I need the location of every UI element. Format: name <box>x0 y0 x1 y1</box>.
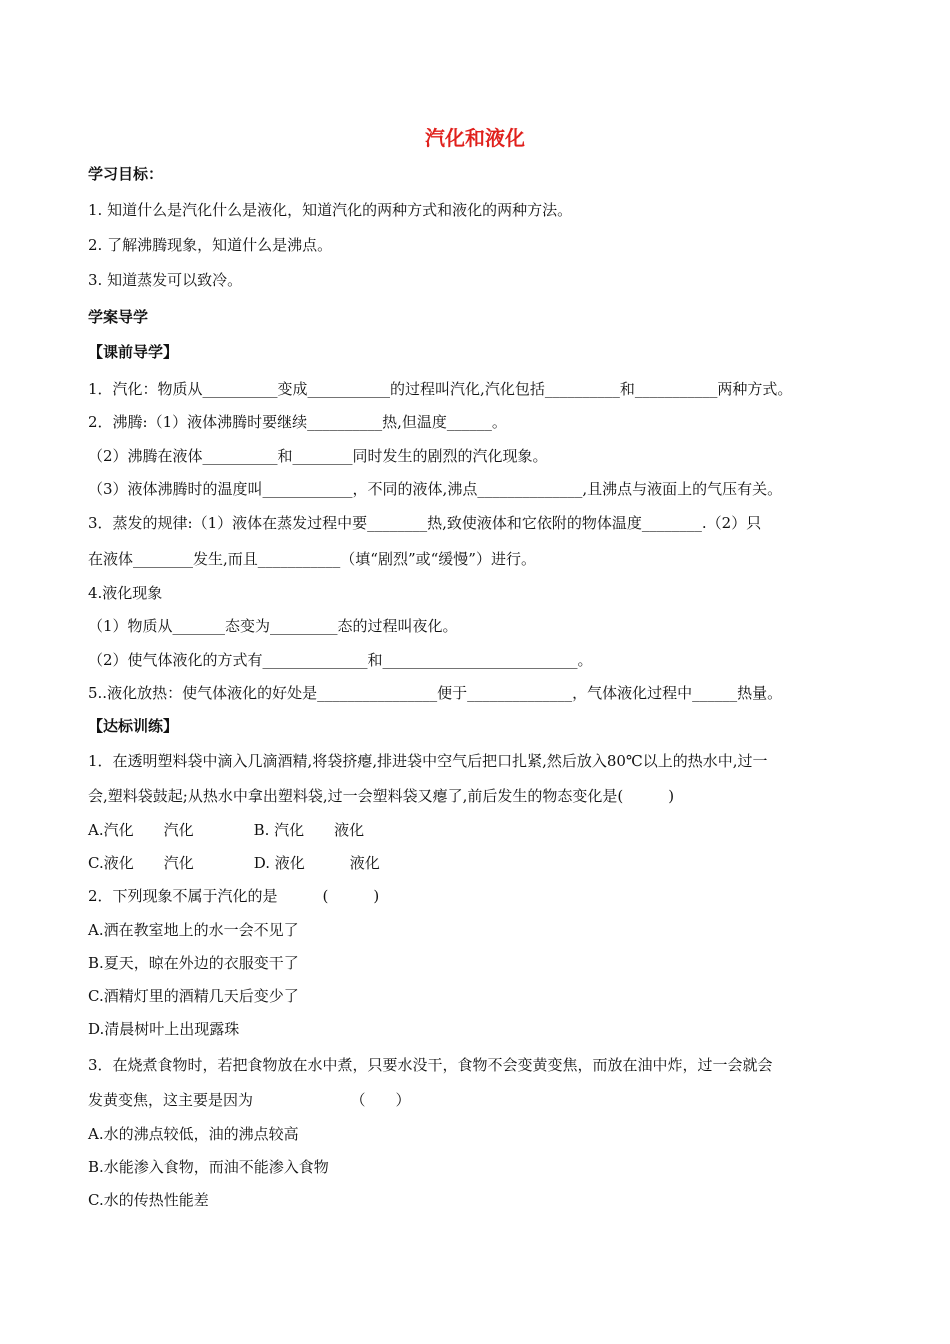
preclass-line: （2）沸腾在液体__________和________同时发生的剧烈的汽化现象。 <box>88 447 548 465</box>
answer-option: B.夏天，晾在外边的衣服变干了 <box>88 954 299 972</box>
question-line: 3．在烧煮食物时，若把食物放在水中煮，只要水没干，食物不会变黄变焦，而放在油中炸，过一会就会 <box>88 1056 773 1074</box>
preclass-line: 3．蒸发的规律:（1）液体在蒸发过程中要________热,致使液体和它依附的物体温度________.（2）只 <box>88 514 762 532</box>
answer-option: D.清晨树叶上出现露珠 <box>88 1020 240 1038</box>
preclass-line: （3）液体沸腾时的温度叫____________，不同的液体,沸点______________,且沸点与液面上的气压有关。 <box>88 480 783 498</box>
question-line: 会,塑料袋鼓起;从热水中拿出塑料袋,过一会塑料袋又瘪了,前后发生的物态变化是( ) <box>88 787 675 805</box>
preclass-line: 5..液化放热：使气体液化的好处是________________便于______________，气体液化过程中______热量。 <box>88 684 783 702</box>
document-title: 汽化和液化 <box>425 126 525 150</box>
goal-item: 3. 知道蒸发可以致冷。 <box>88 271 243 289</box>
preclass-line: （2）使气体液化的方式有______________和__________________________。 <box>88 651 593 669</box>
practice-heading: 【达标训练】 <box>88 717 179 735</box>
preclass-line: 4.液化现象 <box>88 584 163 602</box>
preclass-line: （1）物质从_______态变为_________态的过程叫夜化。 <box>88 617 458 635</box>
question-line: 2．下列现象不属于汽化的是 ( ) <box>88 887 380 905</box>
preclass-line: 2．沸腾:（1）液体沸腾时要继续__________热,但温度______。 <box>88 413 507 431</box>
goal-item: 1. 知道什么是汽化什么是液化，知道汽化的两种方式和液化的两种方法。 <box>88 201 573 219</box>
goal-item: 2. 了解沸腾现象，知道什么是沸点。 <box>88 236 333 254</box>
answer-option: A.汽化 汽化 B. 汽化 液化 <box>88 821 365 839</box>
guide-heading: 学案导学 <box>88 308 149 326</box>
answer-option: A.洒在教室地上的水一会不见了 <box>88 921 299 939</box>
answer-option: A.水的沸点较低，油的沸点较高 <box>88 1125 299 1143</box>
question-line: 发黄变焦，这主要是因为 （ ） <box>88 1091 411 1109</box>
goals-heading: 学习目标： <box>88 165 164 183</box>
preclass-heading: 【课前导学】 <box>88 343 179 361</box>
answer-option: C.液化 汽化 D. 液化 液化 <box>88 854 380 872</box>
answer-option: B.水能渗入食物，而油不能渗入食物 <box>88 1158 329 1176</box>
preclass-line: 在液体________发生,而且___________（填“剧烈”或“缓慢”）进行。 <box>88 550 536 568</box>
answer-option: C.水的传热性能差 <box>88 1191 209 1209</box>
preclass-line: 1．汽化：物质从__________变成___________的过程叫汽化,汽化包括__________和___________两种方式。 <box>88 380 793 398</box>
answer-option: C.酒精灯里的酒精几天后变少了 <box>88 987 299 1005</box>
question-line: 1．在透明塑料袋中滴入几滴酒精,将袋挤瘪,排进袋中空气后把口扎紧,然后放入80℃以上的热水中,过一 <box>88 752 768 770</box>
